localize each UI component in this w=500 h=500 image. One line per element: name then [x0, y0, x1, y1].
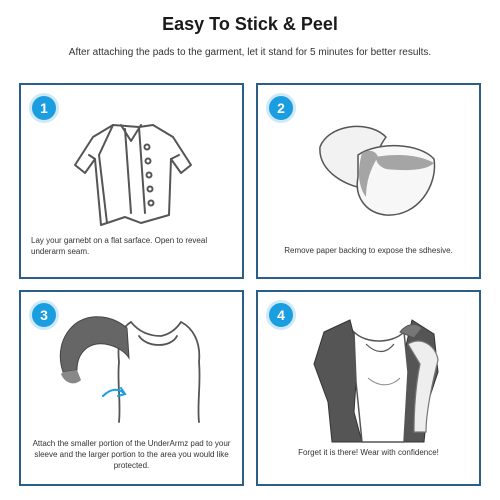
- step-badge-4: 4: [266, 300, 296, 330]
- step-panel-4: [256, 290, 481, 486]
- step-panel-3: [19, 290, 244, 486]
- step-badge-2: 2: [266, 93, 296, 123]
- step-caption-4: Forget it is there! Wear with confidence!: [298, 448, 439, 457]
- step-caption-1: Lay your garnebt on a flat sarface. Open to reveal underarm seam.: [31, 236, 208, 256]
- step-badge-3: 3: [29, 300, 59, 330]
- step-caption-2: Remove paper backing to expose the sdhesive.: [284, 246, 453, 255]
- page-title: Easy To Stick & Peel: [162, 14, 338, 34]
- step-caption-3: Attach the smaller portion of the UnderArmz pad to your sleeve and the larger portion to the area you would like protected.: [32, 439, 231, 470]
- step-panel-2: [256, 83, 481, 279]
- step-panel-1: [19, 83, 244, 279]
- step-badge-1: 1: [29, 93, 59, 123]
- page-subtitle: After attaching the pads to the garment, let it stand for 5 minutes for better results.: [68, 47, 432, 58]
